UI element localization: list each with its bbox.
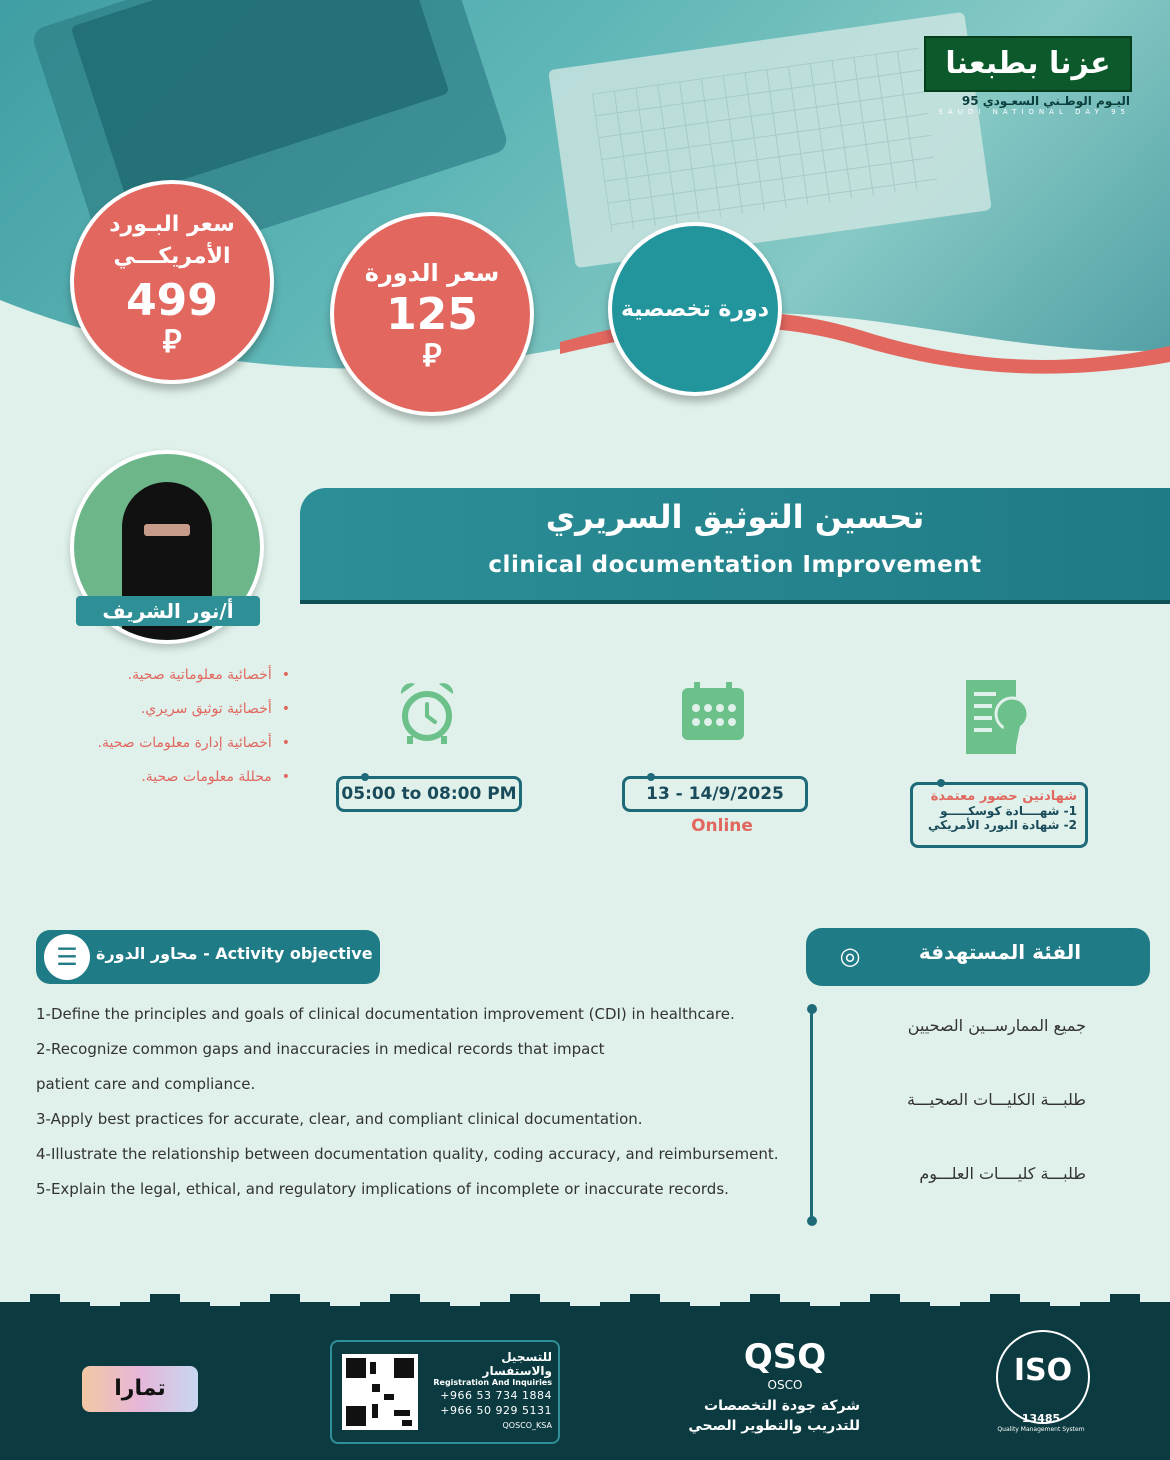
certificates-heading: شهادتين حضور معتمدة — [930, 789, 1077, 804]
course-title-arabic: تحسين التوثيق السريري — [545, 498, 925, 536]
timeline-dot — [807, 1004, 817, 1014]
qr-code[interactable] — [342, 1354, 418, 1430]
registration-english: Registration And Inquiries — [433, 1378, 552, 1387]
target-item: جميع الممارســين الصحيين — [907, 1016, 1086, 1035]
target-item: طلبـــة الكليـــات الصحيـــة — [907, 1090, 1086, 1109]
osco-logo: QSQ — [743, 1337, 827, 1377]
mode-label: Online — [691, 816, 753, 836]
calendar-icon — [680, 682, 746, 742]
target-audience-icon: ◎ — [839, 942, 861, 970]
certificate-item: 2- شهادة البورد الأمريكي — [927, 818, 1077, 832]
course-type-label: دورة تخصصية — [620, 296, 770, 322]
instructor-name: أ/نور الشريف — [76, 596, 260, 626]
registration-info — [428, 1350, 552, 1430]
time-pill: 05:00 to 08:00 PM — [336, 776, 522, 812]
chat-bubble-icon: ☰ — [44, 934, 90, 980]
list-item: 5-Explain the legal, ethical, and regulatory implications of incomplete or inaccurate records. — [36, 1180, 729, 1198]
phone-number[interactable]: +966 50 929 5131 — [440, 1404, 552, 1417]
iso-logo — [996, 1330, 1090, 1424]
osco-name: OSCO — [767, 1378, 803, 1392]
national-day-english: SAUDI NATIONAL DAY 95 — [938, 108, 1130, 116]
course-price-badge — [330, 212, 534, 416]
social-handle[interactable]: QOSCO_KSA — [502, 1421, 552, 1430]
phone-number[interactable]: +966 53 734 1884 — [440, 1389, 552, 1402]
avatar-eyes — [144, 524, 190, 536]
date-pill: 13 - 14/9/2025 — [622, 776, 808, 812]
list-item: • أخصائية توثيق سريري. — [40, 694, 290, 728]
national-day-logo-text: عزنا بطبعنا — [924, 36, 1132, 92]
objectives-header-label: محاور الدورة - Activity objective — [96, 944, 373, 963]
course-title-english: clinical documentation Improvement — [488, 552, 982, 578]
iso-subtitle: Quality Management System — [997, 1426, 1085, 1433]
course-price-label: سعر الدورة — [364, 258, 500, 287]
tamara-logo: تمارا — [82, 1366, 198, 1412]
certificate-icon — [966, 680, 1032, 756]
riyal-icon: ⃁ — [422, 335, 442, 374]
list-item: • أخصائية إدارة معلومات صحية. — [40, 728, 290, 762]
course-type-badge — [608, 222, 782, 396]
board-price-badge — [70, 180, 274, 384]
board-price-label-1: سعر البـورد — [109, 211, 235, 237]
objectives-list — [36, 1002, 826, 1212]
company-name-line2: للتدريب والتطوير الصحي — [688, 1418, 860, 1434]
board-price-value: 499 — [126, 274, 218, 326]
list-item: 1-Define the principles and goals of clinical documentation improvement (CDI) in healthcare. — [36, 1005, 735, 1023]
national-day-logo — [924, 36, 1130, 136]
certificate-item: 1- شهــــادة كوسكـــــو — [940, 804, 1077, 818]
list-item: patient care and compliance. — [36, 1075, 256, 1093]
company-name-line1: شركة جودة التخصصات — [704, 1398, 860, 1414]
timeline-dot — [807, 1216, 817, 1226]
target-header-label: الفئة المستهدفة — [918, 940, 1082, 964]
instructor-titles-list — [40, 660, 290, 796]
list-item: • محللة معلومات صحية. — [40, 762, 290, 796]
iso-text: ISO — [1013, 1353, 1073, 1388]
iso-number: 13485 — [1021, 1412, 1061, 1425]
riyal-icon: ⃁ — [162, 321, 182, 360]
registration-arabic: للتسجيل والاستفسار — [482, 1350, 552, 1378]
board-price-label-2: الأمريكـــي — [113, 243, 231, 269]
list-item: 4-Illustrate the relationship between documentation quality, coding accuracy, and reimbursement. — [36, 1145, 779, 1163]
list-item: 3-Apply best practices for accurate, clear, and compliant clinical documentation. — [36, 1110, 643, 1128]
course-price-value: 125 — [386, 288, 478, 340]
certificates-box — [910, 782, 1088, 848]
alarm-clock-icon — [395, 680, 459, 744]
list-item: 2-Recognize common gaps and inaccuracies in medical records that impact — [36, 1040, 605, 1058]
target-timeline — [810, 1008, 813, 1222]
list-item: • أخصائية معلوماتية صحية. — [40, 660, 290, 694]
target-item: طلبـــة كليــــات العلـــوم — [919, 1164, 1086, 1183]
national-day-subtitle: اليـوم الوطـني السعـودي 95 — [961, 94, 1130, 108]
